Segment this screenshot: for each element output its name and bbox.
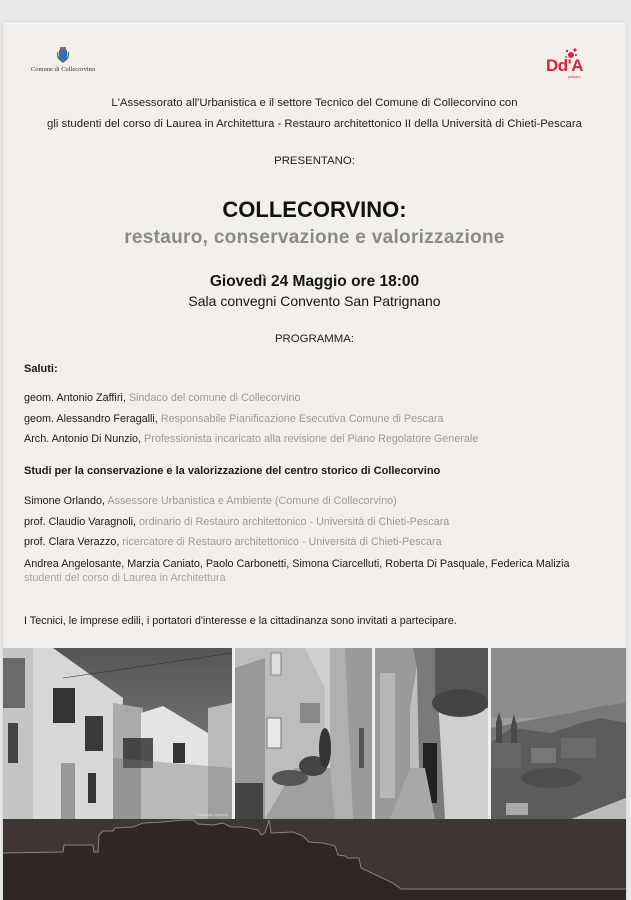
photo-narrow-alley xyxy=(375,648,488,819)
comune-logo xyxy=(23,46,103,73)
program-entry xyxy=(24,495,397,507)
program-entry xyxy=(24,413,444,425)
speaker-name: geom. Alessandro Feragalli, xyxy=(24,413,158,425)
speaker-role: ricercatore di Restauro architettonico - Università di Chieti-Pescara xyxy=(119,536,442,548)
photo-street-balconies xyxy=(3,648,232,819)
dda-logo-subtext: pescara xyxy=(568,75,581,79)
intro-line-1: L'Assessorato all'Urbanistica e il settore Tecnico del Comune di Collecorvino con xyxy=(111,97,518,109)
speaker-name: Arch. Antonio Di Nunzio, xyxy=(24,433,142,445)
presentano-label: PRESENTANO: xyxy=(274,155,355,167)
intro-line-2: gli studenti del corso di Laurea in Architettura - Restauro architettonico II della Università di Chieti-Pescara xyxy=(47,118,582,130)
programma-label: PROGRAMMA: xyxy=(274,333,355,345)
photo-strip xyxy=(3,648,626,819)
speaker-role: Sindaco del comune di Collecorvino xyxy=(125,392,301,404)
students-names: Andrea Angelosante, Marzia Caniato, Paolo Carbonetti, Simona Ciarcelluti, Roberta Di Pasquale, Federica Malizia xyxy=(24,558,570,570)
photo-town-panorama xyxy=(491,648,626,819)
speaker-role: Assessore Urbanistica e Ambiente (Comune di Collecorvino) xyxy=(105,495,397,507)
program-entry xyxy=(24,433,478,445)
comune-label: Comune di Collecorvino xyxy=(30,66,96,73)
event-date: Giovedì 24 Maggio ore 18:00 xyxy=(209,273,420,290)
invitation-text: I Tecnici, le imprese edili, i portatori d'interesse e la cittadinanza sono invitati a partecipare. xyxy=(24,615,457,627)
poster-title: COLLECORVINO: xyxy=(222,197,407,222)
skyline-silhouette-icon xyxy=(3,819,626,900)
section-heading-saluti: Saluti: xyxy=(24,363,58,375)
students-role: studenti del corso di Laurea in Architettura xyxy=(24,572,226,584)
event-venue: Sala convegni Convento San Patrignano xyxy=(188,293,441,309)
speaker-role: Responsabile Pianificazione Esecutiva Comune di Pescara xyxy=(157,413,444,425)
program-entry xyxy=(24,392,300,404)
event-poster xyxy=(3,22,626,900)
speaker-role: Professionista incaricato alla revisione del Piano Regolatore Generale xyxy=(141,433,479,445)
dda-logo xyxy=(546,48,596,78)
coat-of-arms-icon xyxy=(56,46,70,63)
speaker-name: prof. Clara Verazzo, xyxy=(24,536,120,548)
footer-band xyxy=(3,819,626,900)
section-heading-studi: Studi per la conservazione e la valorizzazione del centro storico di Collecorvino xyxy=(24,465,441,477)
speaker-name: Simone Orlando, xyxy=(24,495,106,507)
program-entry xyxy=(24,536,442,548)
dda-logo-text: Dd'A xyxy=(546,56,583,75)
photo-credit: ©Antonio Orlando xyxy=(196,812,228,817)
photo-alley-plants xyxy=(235,648,372,819)
poster-subtitle: restauro, conservazione e valorizzazione xyxy=(124,227,505,248)
program-entry xyxy=(24,516,449,528)
speaker-name: geom. Antonio Zaffiri, xyxy=(24,392,126,404)
speaker-role: ordinario di Restauro architettonico - Università di Chieti-Pescara xyxy=(136,516,450,528)
speaker-name: prof. Claudio Varagnoli, xyxy=(24,516,137,528)
